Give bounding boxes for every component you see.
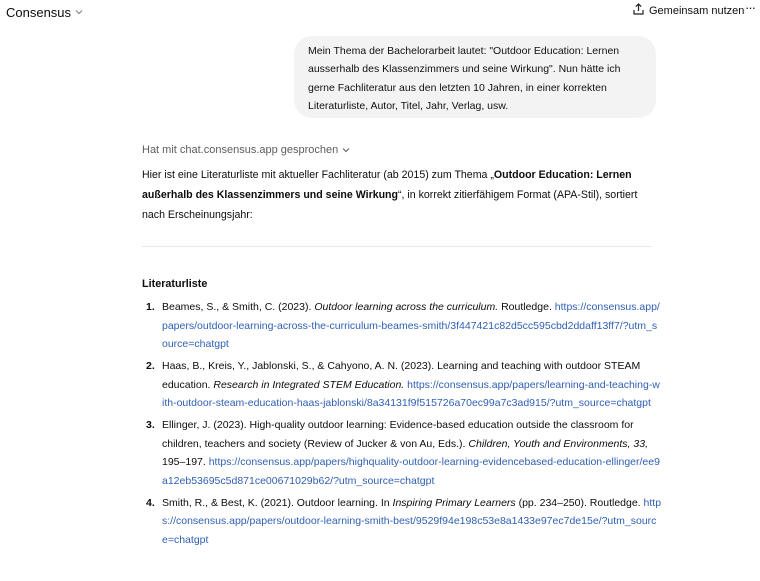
reference-link[interactable]: https://consensus.app/papers/outdoor-learning-smith-best/9529f94e198c53e8a1433e97ec7de15e/?utm_source=chatgpt — [162, 496, 662, 546]
user-message-text: Mein Thema der Bachelorarbeit lautet: "Outdoor Education: Lernen ausserhalb des Klassenzimmers und seine Wirkung". Nun hätte ich gerne Fachliteratur aus den letzten 10 Jahren, in einer korrekten Literaturliste, Autor, Titel, Jahr, Verlag, usw. — [308, 45, 621, 112]
reference-item — [142, 494, 662, 550]
reference-link[interactable]: https://consensus.app/papers/learning-and-teaching-with-outdoor-steam-education-haas-jablonski/8a34131f9f515726a70ec99a7c3ad915/?utm_source=chatgpt — [162, 378, 660, 409]
reference-text: Ellinger, J. (2023). High-quality outdoor learning: Evidence-based education outside the classroom for children, teachers and society (Review of Jucker & von Au, Eds.). — [162, 419, 634, 450]
share-icon — [633, 3, 649, 18]
divider — [142, 246, 652, 247]
intro-bold-topic: Outdoor Education: Lernen außerhalb des Klassenzimmers und seine Wirkung — [142, 169, 632, 201]
reference-text: Beames, S., & Smith, C. (2023). — [162, 301, 315, 313]
share-label: Gemeinsam nutzen — [649, 4, 745, 17]
reference-list — [142, 298, 662, 553]
user-message-bubble — [294, 36, 656, 118]
reference-item — [142, 416, 662, 490]
reference-number: 1. — [146, 301, 155, 313]
reference-text: (pp. 234–250). Routledge. — [515, 496, 644, 509]
tool-call-label: Hat mit chat.consensus.app gesprochen — [142, 144, 339, 156]
tool-call-toggle[interactable] — [142, 144, 350, 156]
share-button[interactable] — [633, 3, 744, 18]
reference-journal-italic: Research in Integrated STEM Education. — [213, 378, 405, 391]
reference-text: 195–197. — [162, 456, 209, 468]
reference-text: Haas, B., Kreis, Y., Jablonski, S., & Cahyono, A. N. (2023). Learning and teaching with outdoor STEAM education. — [162, 360, 641, 391]
reference-text: Routledge. — [498, 301, 555, 313]
intro-suffix: “, in korrekt zitierfähigem Format (APA-Stil), sortiert nach Erscheinungsjahr: — [142, 189, 638, 221]
reference-item — [142, 357, 662, 413]
reference-title-italic: Outdoor learning across the curriculum. — [314, 301, 499, 313]
reference-link[interactable]: https://consensus.app/papers/outdoor-learning-across-the-curriculum-beames-smith/3f447421c82d5cc595cbd2ddaff13ff7/?utm_source=chatgpt — [162, 301, 660, 350]
reference-book-italic: Inspiring Primary Learners — [392, 496, 516, 509]
chevron-down-icon — [75, 3, 83, 18]
reference-number: 3. — [146, 419, 155, 431]
reference-item — [142, 298, 662, 354]
more-options-button[interactable]: ··· — [745, 0, 755, 15]
reference-number: 2. — [146, 360, 155, 372]
app-title: Consensus — [6, 5, 72, 20]
intro-prefix: Hier ist eine Literaturliste mit aktueller Fachliteratur (ab 2015) zum Thema „ — [142, 169, 494, 181]
chevron-down-icon — [338, 144, 350, 156]
model-selector[interactable] — [6, 3, 83, 20]
assistant-intro — [142, 165, 658, 225]
reference-text: Smith, R., & Best, K. (2021). Outdoor learning. In — [162, 496, 393, 509]
reference-link[interactable]: https://consensus.app/papers/highquality-outdoor-learning-evidencebased-education-ellinger/ee9a12eb53695c5d871ce00671029b62/?utm_source=chatgpt — [162, 456, 660, 487]
reference-number: 4. — [146, 496, 155, 509]
top-bar — [0, 0, 760, 24]
section-title: Literaturliste — [142, 278, 208, 290]
reference-journal-italic: Children, Youth and Environments, 33, — [468, 437, 648, 450]
